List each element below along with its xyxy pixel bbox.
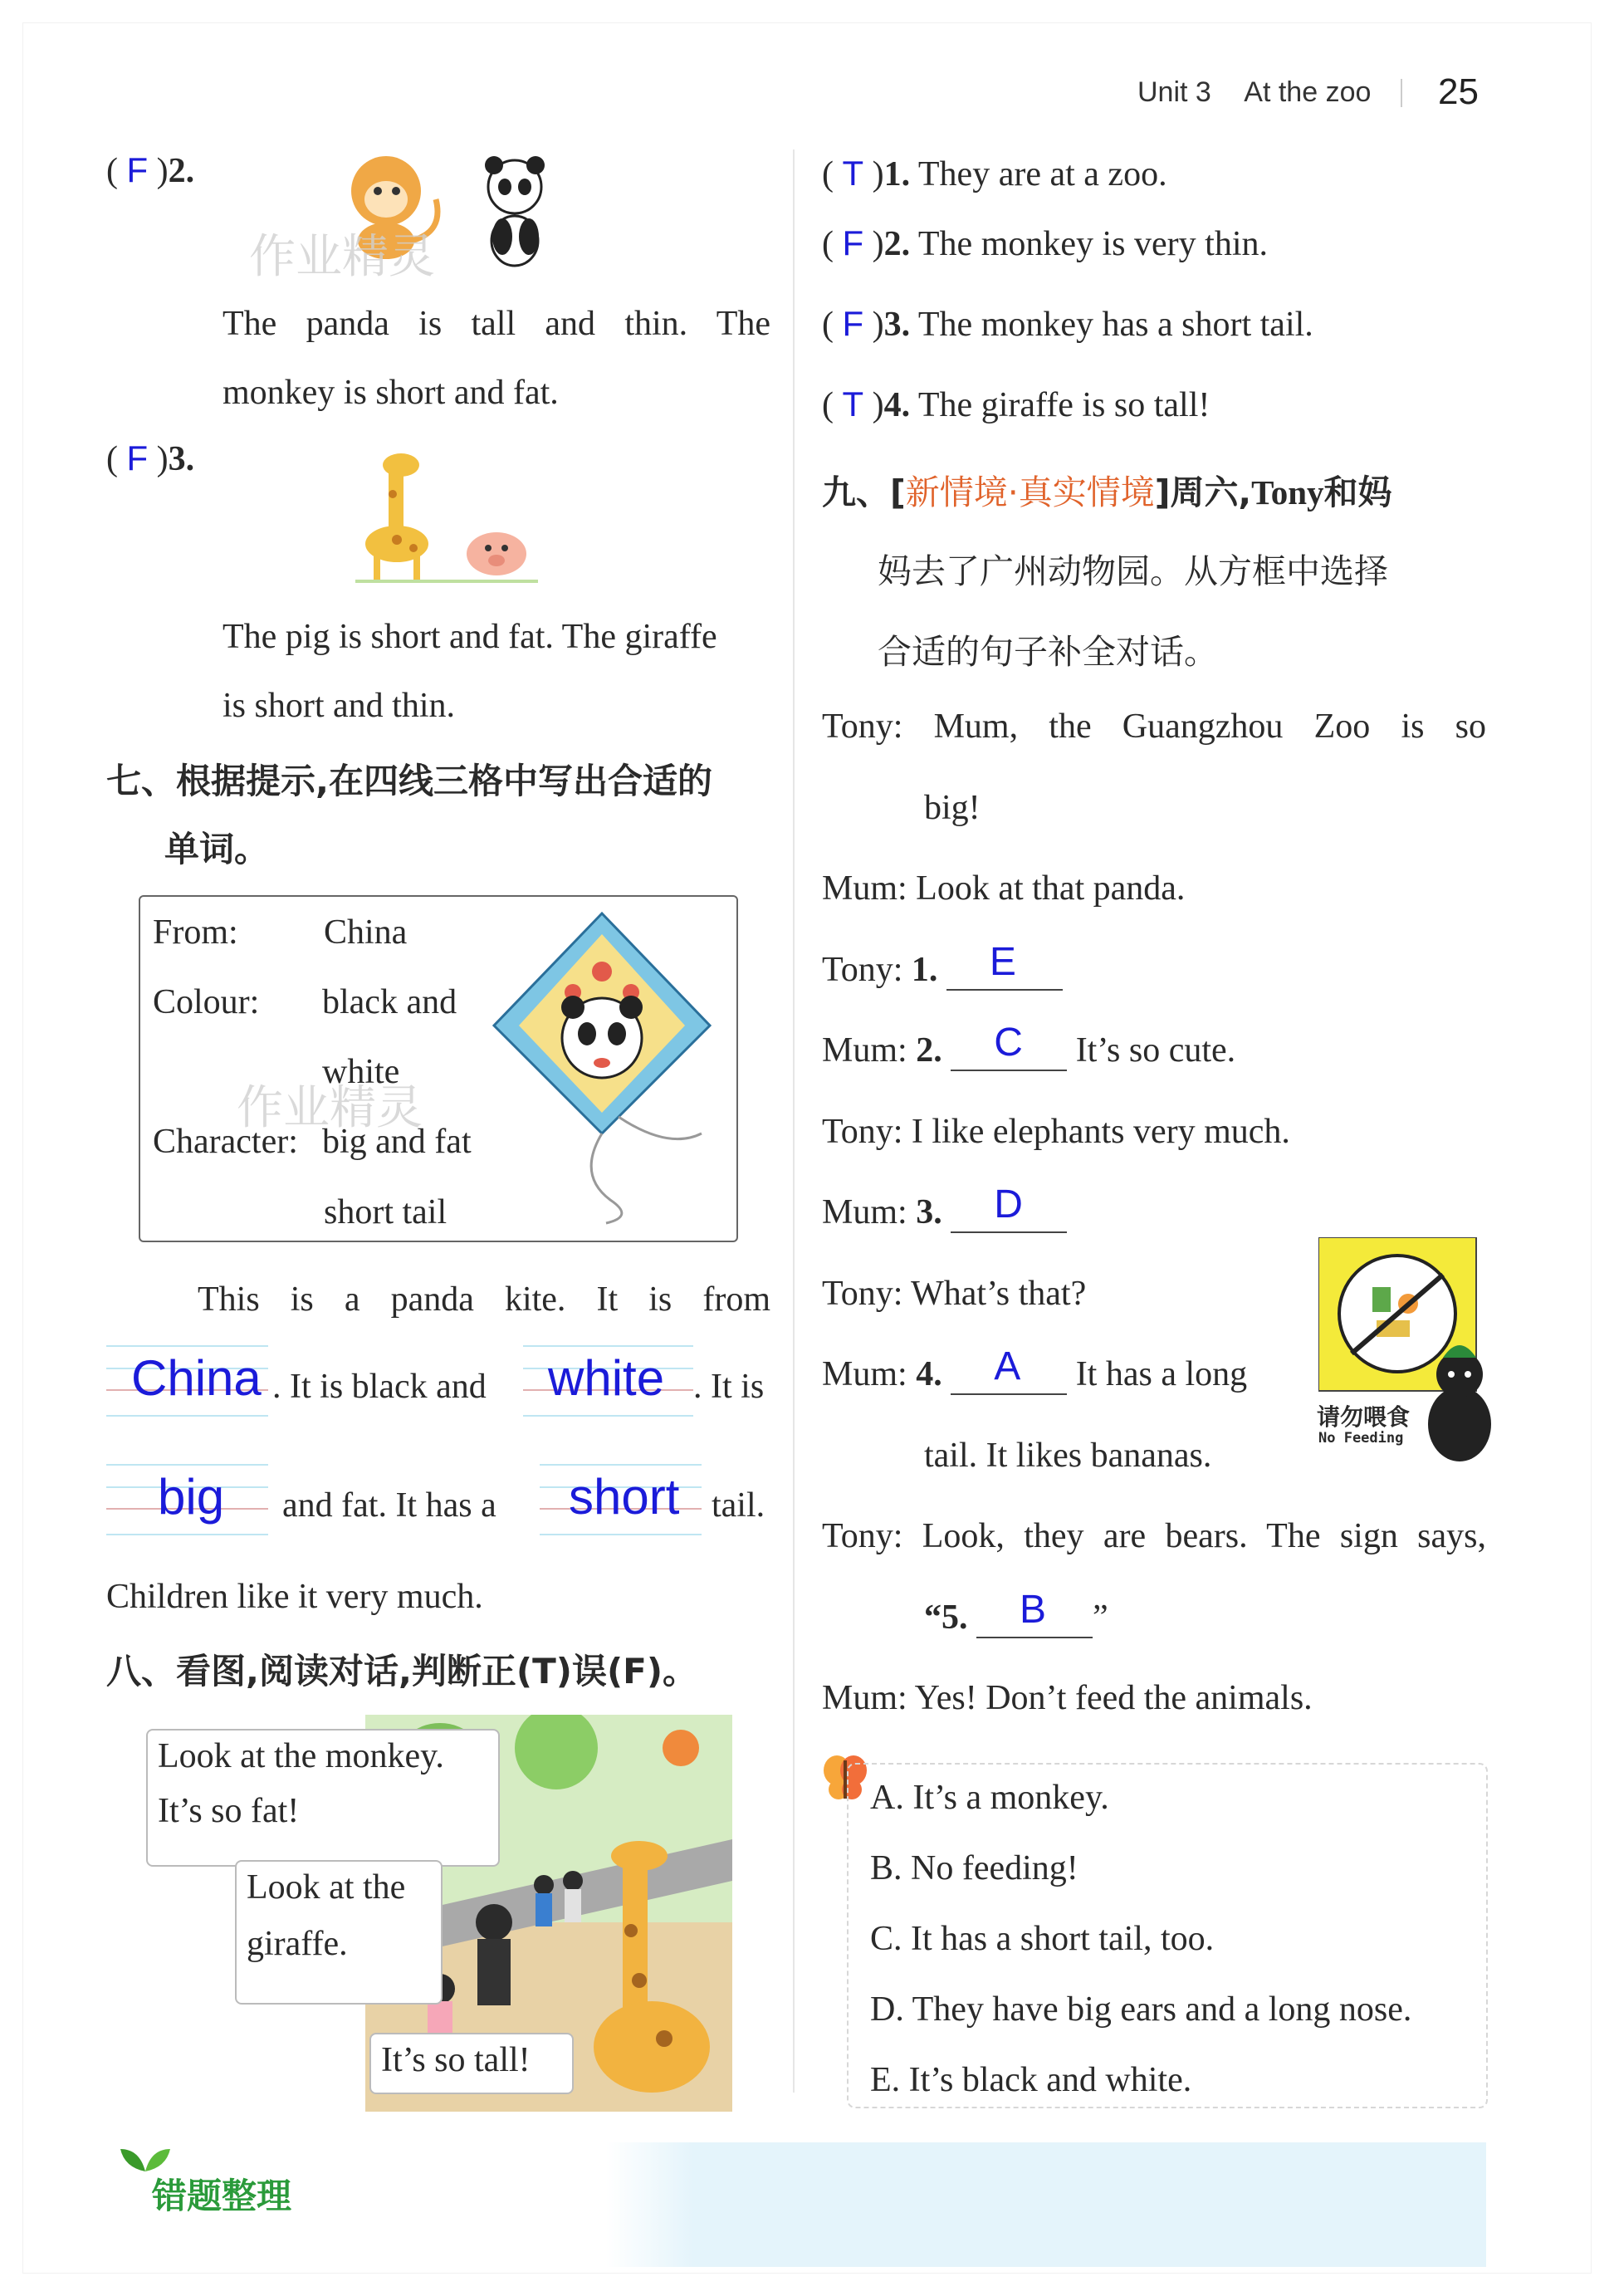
section-9-text: 和妈	[1323, 472, 1392, 512]
dialog-line-8c: tail. It likes bananas.	[924, 1437, 1212, 1475]
option-b: B. No feeding!	[870, 1849, 1078, 1887]
giraffe-pig-illustration	[355, 444, 538, 585]
blank-number: “5.	[924, 1598, 968, 1637]
tf-item-4: ( T )4. The giraffe is so tall!	[822, 384, 1210, 424]
tf-item-1: ( T )1. They are at a zoo.	[822, 154, 1167, 193]
mistake-notes-label: 错题整理	[152, 2176, 292, 2216]
bubble-2-line2: giraffe.	[247, 1925, 348, 1964]
option-d: D. They have big ears and a long nose.	[870, 1990, 1412, 2029]
handwritten-answer: D	[994, 1182, 1023, 1226]
speech-bubble-3	[369, 2033, 574, 2094]
speech-bubble-1	[146, 1729, 500, 1867]
handwritten-answer-white: white	[548, 1350, 665, 1406]
panda-illustration	[469, 154, 560, 270]
handwritten-answer: C	[994, 1020, 1023, 1065]
character-value-line1: big and fat	[322, 1123, 472, 1161]
option-c: C. It has a short tail, too.	[870, 1920, 1215, 1958]
dialog-line-1b: big!	[924, 789, 981, 827]
new-context-tag: 新情境·真实情境	[905, 472, 1155, 512]
dialog-line-2: Mum: Look at that panda.	[822, 869, 1186, 908]
column-divider	[793, 149, 795, 2093]
speaker: Mum:	[822, 1355, 907, 1393]
section-7-title-line1: 七、根据提示,在四线三格中写出合适的	[106, 761, 712, 801]
tf-item-2: ( F )2. The monkey is very thin.	[822, 223, 1268, 263]
handwritten-answer: B	[1020, 1587, 1047, 1632]
dialog-line-8	[822, 1344, 1248, 1395]
dialog-line-9b	[924, 1587, 1108, 1638]
page-number: 25	[1438, 71, 1479, 112]
q3-text-line1: The pig is short and fat. The giraffe	[223, 618, 717, 656]
blank-1	[946, 939, 1063, 991]
bubble-1-line2: It’s so fat!	[158, 1792, 300, 1831]
kite-sentence-mid2: and fat. It has a	[282, 1486, 496, 1525]
tf-statement: The monkey has a short tail.	[917, 306, 1313, 344]
unit-label: Unit 3	[1137, 76, 1211, 108]
unit-title: At the zoo	[1244, 76, 1372, 108]
handwritten-answer-big: big	[158, 1469, 225, 1525]
blank-5	[976, 1587, 1093, 1638]
tf-statement: The monkey is very thin.	[917, 225, 1268, 263]
question-number: 4.	[883, 386, 911, 424]
blank-3	[951, 1182, 1067, 1233]
section-9-title-line1	[822, 465, 1392, 514]
dialog-line-9: Tony: Look, they are bears. The sign says,	[822, 1517, 1486, 1555]
dialog-line-1: Tony: Mum, the Guangzhou Zoo is so	[822, 707, 1486, 746]
bubble-2-line1: Look at the	[247, 1868, 406, 1907]
watermark: 作业精灵	[237, 1081, 423, 1135]
page-header	[1137, 76, 1371, 109]
dialog-line-5: Tony: I like elephants very much.	[822, 1113, 1290, 1151]
answer-f: F	[842, 223, 864, 262]
option-a: A. It’s a monkey.	[870, 1779, 1109, 1817]
character-value-line2: short tail	[324, 1193, 448, 1231]
watermark: 作业精灵	[249, 230, 435, 284]
blank-4	[951, 1344, 1067, 1395]
handwritten-answer: E	[989, 939, 1016, 984]
speaker: Mum:	[822, 1031, 907, 1070]
q2-text-line2: monkey is short and fat.	[223, 374, 559, 412]
option-e: E. It’s black and white.	[870, 2061, 1192, 2099]
section-7-title-line2: 单词。	[164, 829, 270, 869]
colour-value-line2: white	[322, 1053, 400, 1091]
question-number: 2.	[168, 152, 195, 190]
kite-sentence-line3: Children like it very much.	[106, 1578, 483, 1616]
blank-number: 2.	[916, 1031, 942, 1070]
answer-t: T	[842, 384, 864, 423]
kite-sentence-end1: . It is	[693, 1368, 765, 1406]
section-9-name: Tony	[1251, 473, 1324, 512]
colour-value-line1: black and	[322, 983, 457, 1021]
header-divider	[1401, 79, 1402, 107]
handwritten-answer: A	[994, 1344, 1021, 1388]
tf-item-3: ( F )3. The monkey has a short tail.	[822, 304, 1313, 344]
section-9-title-line2: 妈去了广州动物园。从方框中选择	[878, 551, 1388, 591]
blank-number: 1.	[911, 951, 938, 989]
answer-f: F	[842, 304, 864, 343]
answer-f: F	[126, 438, 149, 477]
section-8-title: 八、看图,阅读对话,判断正(T)误(F)。	[106, 1651, 698, 1691]
dialog-line-10: Mum: Yes! Don’t feed the animals.	[822, 1679, 1313, 1717]
bubble-3-text: It’s so tall!	[381, 2041, 531, 2079]
closing-quote: ”	[1093, 1598, 1108, 1637]
blank-number: 3.	[916, 1193, 942, 1231]
from-value: China	[324, 913, 408, 952]
blank-2	[951, 1020, 1067, 1071]
dialog-text: It has a long	[1075, 1355, 1248, 1393]
question-number: 3.	[883, 306, 911, 344]
tf-statement: The giraffe is so tall!	[917, 386, 1210, 424]
speaker: Mum:	[822, 1193, 907, 1231]
left-q3-label: ( F )3.	[106, 438, 195, 478]
speaker: Tony:	[822, 951, 903, 989]
kite-sentence-end2: tail.	[712, 1486, 765, 1525]
kite-sentence-line1: This is a panda kite. It is from	[198, 1280, 770, 1319]
handwritten-answer-china: China	[131, 1350, 262, 1406]
dialog-line-3	[822, 939, 1063, 991]
from-label: From:	[153, 913, 238, 952]
left-q2-label: ( F )2.	[106, 150, 195, 190]
character-label: Character:	[153, 1123, 298, 1161]
answer-t: T	[842, 154, 864, 193]
panda-kite-illustration	[486, 909, 726, 1225]
dialog-line-6	[822, 1182, 1067, 1233]
blank-number: 4.	[916, 1355, 942, 1393]
colour-label: Colour:	[153, 983, 260, 1021]
speech-bubble-2	[235, 1860, 443, 2005]
dialog-text: It’s so cute.	[1075, 1031, 1236, 1070]
tf-statement: They are at a zoo.	[917, 155, 1167, 193]
q3-text-line2: is short and thin.	[223, 687, 455, 725]
question-number: 1.	[883, 155, 911, 193]
handwritten-answer-short: short	[569, 1469, 680, 1525]
section-9-prefix: 九、[	[822, 472, 906, 512]
kite-sentence-mid1: . It is black and	[272, 1368, 487, 1406]
notes-area	[606, 2142, 1486, 2267]
q2-text-line1: The panda is tall and thin. The	[223, 305, 770, 343]
dialog-line-7: Tony: What’s that?	[822, 1275, 1087, 1313]
answer-f: F	[126, 150, 149, 189]
bubble-1-line1: Look at the monkey.	[158, 1737, 444, 1775]
sign-chinese-text: 请勿喂食	[1317, 1403, 1411, 1431]
section-9-text: ]周六,	[1154, 472, 1252, 512]
sign-english-text: No Feeding	[1318, 1430, 1404, 1447]
section-9-title-line3: 合适的句子补全对话。	[878, 632, 1218, 672]
question-number: 3.	[168, 440, 195, 478]
question-number: 2.	[883, 225, 911, 263]
dialog-line-4	[822, 1020, 1236, 1071]
